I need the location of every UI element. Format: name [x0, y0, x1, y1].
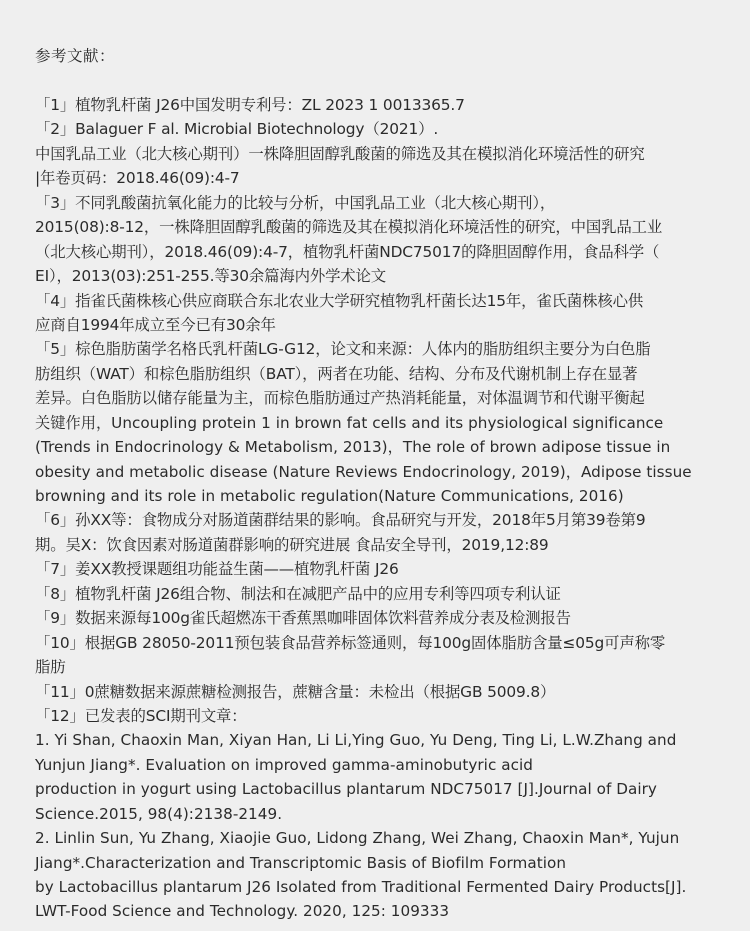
- reference-line: Science.2015, 98(4):2138-2149.: [35, 804, 283, 823]
- reference-line: 「1」植物乳杆菌 J26中国发明专利号：ZL 2023 1 0013365.7: [35, 96, 465, 114]
- reference-line: 「2」Balaguer F al. Microbial Biotechnology（2021）.: [35, 120, 439, 139]
- reference-line: 期。吴X：饮食因素对肠道菌群影响的研究进展 食品安全导刊，2019,12:89: [35, 535, 549, 554]
- reference-line: 中国乳品工业（北大核心期刊）一株降胆固醇乳酸菌的筛选及其在模拟消化环境活性的研究: [35, 144, 645, 163]
- reference-line: browning and its role in metabolic regulation(Nature Communications, 2016): [35, 487, 624, 505]
- reference-line: 「12」已发表的SCI期刊文章：: [35, 706, 247, 725]
- reference-line: 脂肪: [35, 658, 66, 677]
- reference-line: EI），2013(03):251-255.等30余篇海内外学术论文: [35, 267, 387, 286]
- reference-line: LWT-Food Science and Technology. 2020, 125: 109333: [35, 902, 450, 921]
- reference-line: by Lactobacillus plantarum J26 Isolated from Traditional Fermented Dairy Products[J].: [35, 878, 687, 896]
- reference-line: 「8」植物乳杆菌 J26组合物、制法和在减肥产品中的应用专利等四项专利认证: [35, 584, 561, 603]
- references-list: [35, 93, 747, 924]
- references-heading: 参考文献：: [35, 47, 116, 65]
- reference-line: 差异。白色脂肪以储存能量为主，而棕色脂肪通过产热消耗能量，对体温调节和代谢平衡起: [35, 389, 645, 408]
- reference-line: Yunjun Jiang*. Evaluation on improved gamma-aminobutyric acid: [35, 755, 533, 774]
- reference-line: obesity and metabolic disease (Nature Reviews Endocrinology, 2019)，Adipose tissue: [35, 462, 692, 481]
- reference-line: 「9」数据来源每100g雀氏超燃冻干香蕉黑咖啡固体饮料营养成分表及检测报告: [35, 609, 571, 628]
- reference-line: Jiang*.Characterization and Transcriptomic Basis of Biofilm Formation: [35, 853, 567, 872]
- reference-line: 「11」0蔗糖数据来源蔗糖检测报告，蔗糖含量：未检出（根据GB 5009.8）: [35, 682, 556, 701]
- reference-line: 「3」不同乳酸菌抗氧化能力的比较与分析，中国乳品工业（北大核心期刊），: [35, 193, 556, 212]
- reference-line: |年卷页码：2018.46(09):4-7: [35, 169, 240, 188]
- reference-line: 应商自1994年成立至今已有30余年: [35, 315, 276, 334]
- reference-line: 2015(08):8-12，一株降胆固醇乳酸菌的筛选及其在模拟消化环境活性的研究，中国乳品工业: [35, 218, 663, 237]
- reference-line: 「10」根据GB 28050-2011预包装食品营养标签通则，每100g固体脂肪含量≤05g可声称零: [35, 633, 666, 652]
- reference-line: 「6」孙XX等：食物成分对肠道菌群结果的影响。食品研究与开发，2018年5月第39卷第9: [35, 511, 646, 530]
- reference-line: production in yogurt using Lactobacillus plantarum NDC75017 [J].Journal of Dairy: [35, 780, 657, 799]
- reference-line: 关键作用，Uncoupling protein 1 in brown fat cells and its physiological significance: [35, 413, 664, 432]
- reference-line: 「4」指雀氏菌株核心供应商联合东北农业大学研究植物乳杆菌长达15年，雀氏菌株核心供: [35, 291, 644, 310]
- reference-line: 「5」棕色脂肪菌学名格氏乳杆菌LG-G12，论文和来源：人体内的脂肪组织主要分为白色脂: [35, 340, 651, 359]
- reference-line: 2. Linlin Sun, Yu Zhang, Xiaojie Guo, Lidong Zhang, Wei Zhang, Chaoxin Man*, Yujun: [35, 829, 680, 848]
- reference-line: 肪组织（WAT）和棕色脂肪组织（BAT），两者在功能、结构、分布及代谢机制上存在显著: [35, 364, 638, 383]
- reference-line: (Trends in Endocrinology & Metabolism, 2013)，The role of brown adipose tissue in: [35, 438, 671, 457]
- reference-line: 1. Yi Shan, Chaoxin Man, Xiyan Han, Li Li,Ying Guo, Yu Deng, Ting Li, L.W.Zhang and: [35, 731, 677, 750]
- reference-line: （北大核心期刊），2018.46(09):4-7，植物乳杆菌NDC75017的降胆固醇作用，食品科学（: [35, 242, 660, 261]
- reference-line: 「7」姜XX教授课题组功能益生菌——植物乳杆菌 J26: [35, 560, 399, 579]
